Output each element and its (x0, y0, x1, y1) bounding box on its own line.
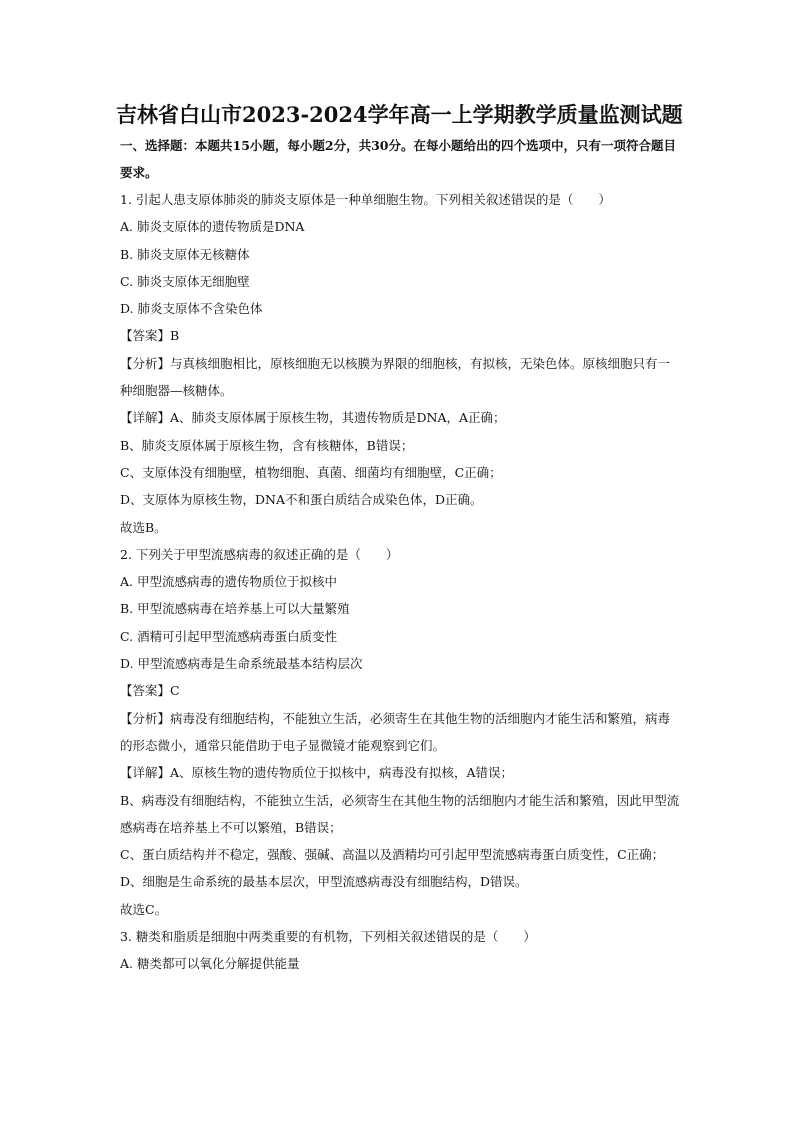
option-a: A. 糖类都可以氧化分解提供能量 (120, 956, 300, 972)
question-stem: 1. 引起人患支原体肺炎的肺炎支原体是一种单细胞生物。下列相关叙述错误的是（ ） (120, 192, 611, 207)
question-1 (120, 186, 680, 541)
option-b: B. 肺炎支原体无核糖体 (120, 246, 250, 262)
option-d: D. 甲型流感病毒是生命系统最基本结构层次 (120, 656, 363, 672)
analysis: 【分析】与真核细胞相比，原核细胞无以核膜为界限的细胞核，有拟核，无染色体。原核细胞只有一种细胞器—核糖体。 (120, 355, 671, 399)
option-c: C. 酒精可引起甲型流感病毒蛋白质变性 (120, 628, 338, 644)
answer: 【答案】C (120, 683, 180, 699)
conclusion: 故选B。 (120, 519, 167, 535)
question-stem: 2. 下列关于甲型流感病毒的叙述正确的是（ ） (120, 546, 399, 562)
analysis: 【分析】病毒没有细胞结构，不能独立生活，必须寄生在其他生物的活细胞内才能生活和繁殖，病毒的形态微小，通常只能借助于电子显微镜才能观察到它们。 (120, 710, 671, 753)
detail-line: C、蛋白质结构并不稳定，强酸、强碱、高温以及酒精均可引起甲型流感病毒蛋白质变性，C正确； (120, 847, 665, 863)
answer: 【答案】B (120, 328, 180, 344)
detail-line: C、支原体没有细胞壁，植物细胞、真菌、细菌均有细胞壁，C正确； (120, 464, 502, 480)
detail-line: B、肺炎支原体属于原核生物，含有核糖体，B错误； (120, 437, 414, 453)
question-stem: 3. 糖类和脂质是细胞中两类重要的有机物，下列相关叙述错误的是（ ） (120, 929, 536, 945)
option-a: A. 甲型流感病毒的遗传物质位于拟核中 (120, 574, 337, 590)
question-3 (120, 923, 680, 978)
option-b: B. 甲型流感病毒在培养基上可以大量繁殖 (120, 601, 350, 617)
question-2 (120, 541, 680, 923)
section-heading: 一、选择题：本题共15小题，每小题2分，共30分。在每小题给出的四个选项中，只有一项符合题目要求。 (120, 138, 676, 180)
option-c: C. 肺炎支原体无细胞壁 (120, 273, 250, 289)
detail-line: B、病毒没有细胞结构，不能独立生活，必须寄生在其他生物的活细胞内才能生活和繁殖，因此甲型流感病毒在培养基上不可以繁殖，B错误； (120, 792, 680, 835)
detail-line: 【详解】A、原核生物的遗传物质位于拟核中，病毒没有拟核，A错误； (120, 765, 514, 781)
page-title: 吉林省白山市2023-2024学年高一上学期教学质量监测试题 (116, 102, 683, 127)
detail-line: D、支原体为原核生物，DNA不和蛋白质结合成染色体，D正确。 (120, 492, 483, 508)
option-a: A. 肺炎支原体的遗传物质是DNA (120, 219, 305, 235)
detail-line: D、细胞是生命系统的最基本层次，甲型流感病毒没有细胞结构，D错误。 (120, 874, 528, 890)
document-page (116, 100, 683, 978)
conclusion: 故选C。 (120, 901, 168, 917)
detail-line: 【详解】A、肺炎支原体属于原核生物，其遗传物质是DNA，A正确； (120, 410, 506, 426)
option-d: D. 肺炎支原体不含染色体 (120, 301, 263, 317)
